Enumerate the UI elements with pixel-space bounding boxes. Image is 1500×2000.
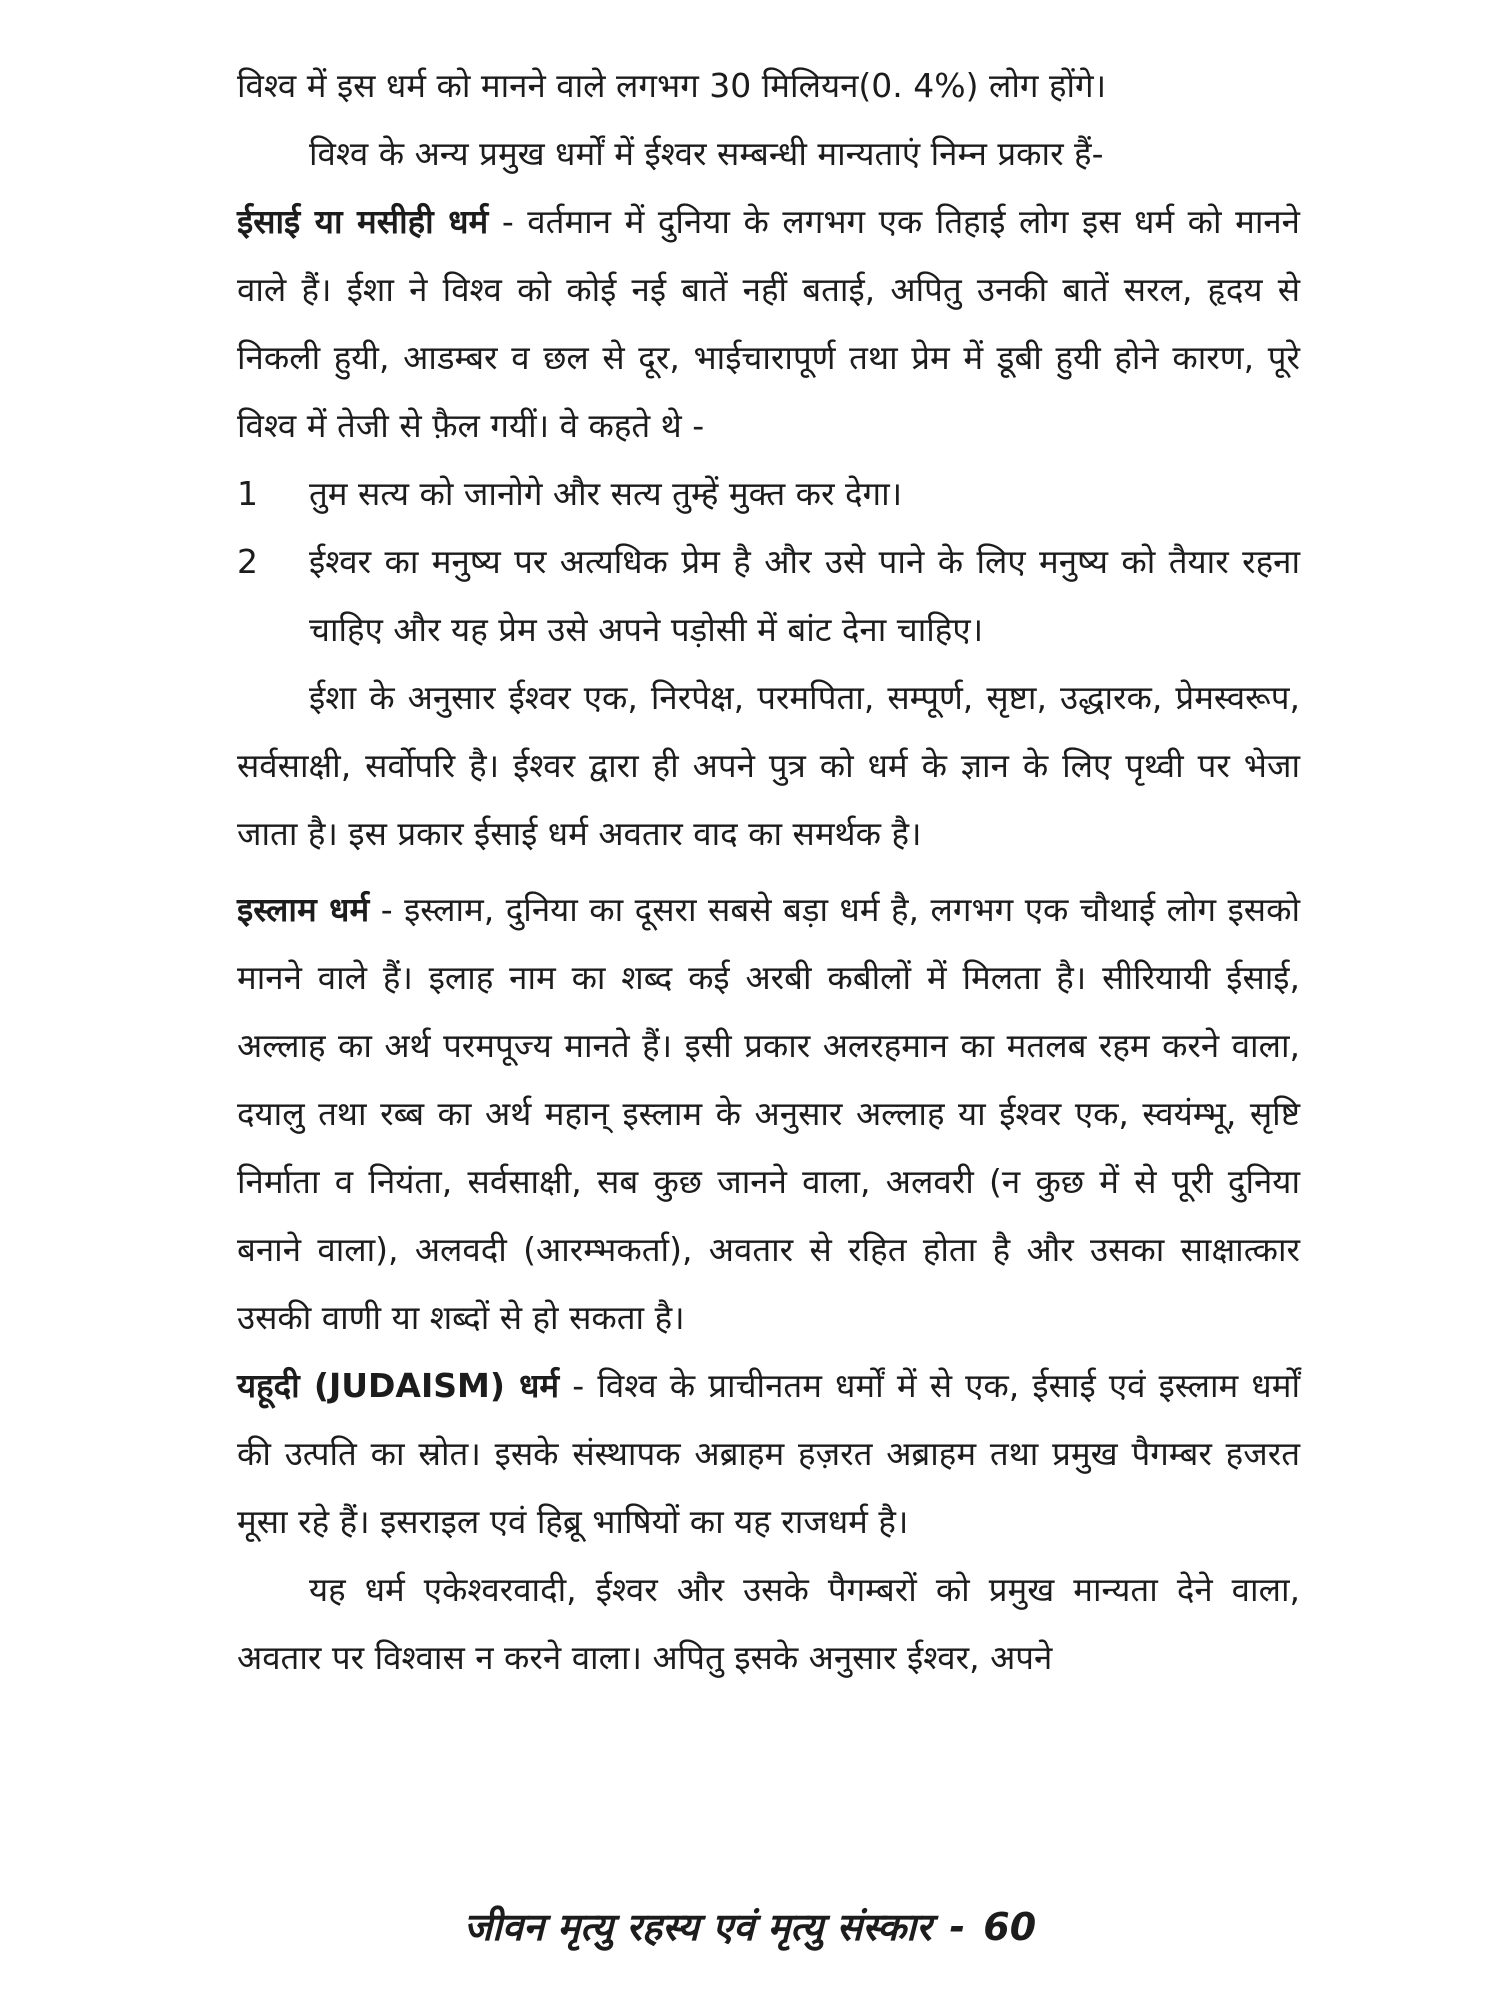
list-item-number: 2 — [237, 542, 258, 581]
paragraph-other-religions: विश्व के अन्य प्रमुख धर्मों में ईश्वर सम्बन्धी मान्यताएं निम्न प्रकार हैं- — [309, 134, 1104, 173]
heading-christianity: ईसाई या मसीही धर्म — [237, 202, 489, 241]
page-number: 60 — [983, 1905, 1037, 1949]
footer-separator: - — [949, 1905, 966, 1949]
list-item — [237, 528, 1300, 664]
list-item-number: 1 — [237, 474, 258, 513]
page-footer — [0, 1900, 1500, 1952]
list-item — [237, 460, 1300, 528]
book-title: जीवन मृत्यु रहस्य एवं मृत्यु संस्कार — [463, 1905, 932, 1949]
page-body — [237, 52, 1300, 1692]
heading-judaism: यहूदी (JUDAISM) धर्म — [237, 1366, 560, 1405]
judaism-body: - विश्व के प्राचीनतम धर्मों में से एक, ईसाई एवं इस्लाम धर्मों की उत्पति का स्रोत। इसके संस्थापक अब्राहम हज़रत अब्राहम तथा प्रमुख पैगम्बर हजरत मूसा रहे हैं। इसराइल एवं हिब्रू भाषियों का यह राजधर्म है। — [237, 1366, 1300, 1541]
paragraph-judaism-beliefs: यह धर्म एकेश्वरवादी, ईश्वर और उसके पैगम्बरों को प्रमुख मान्यता देने वाला, अवतार पर विश्वास न करने वाला। अपितु इसके अनुसार ईश्वर, अपने — [237, 1570, 1300, 1677]
christianity-body: - वर्तमान में दुनिया के लगभग एक तिहाई लोग इस धर्म को मानने वाले हैं। ईशा ने विश्व को कोई नई बातें नहीं बताई, अपितु उनकी बातें सरल, हृदय से निकली हुयी, आडम्बर व छल से दूर, भाईचारापूर्ण तथा प्रेम में डूबी हुयी होने कारण, पूरे विश्व में तेजी से फ़ैल गयीं। वे कहते थे - — [237, 202, 1300, 445]
section-judaism — [237, 1352, 1300, 1556]
section-islam — [237, 876, 1300, 1352]
heading-islam: इस्लाम धर्म — [237, 890, 370, 929]
list-item-text: तुम सत्य को जानोगे और सत्य तुम्हें मुक्त कर देगा। — [309, 474, 903, 513]
paragraph-intro: विश्व में इस धर्म को मानने वाले लगभग 30 मिलियन(0. 4%) लोग होंगे। — [237, 66, 1107, 105]
paragraph-isha: ईशा के अनुसार ईश्वर एक, निरपेक्ष, परमपिता, सम्पूर्ण, सृष्टा, उद्धारक, प्रेमस्वरूप, सर्वसाक्षी, सर्वोपरि है। ईश्वर द्वारा ही अपने पुत्र को धर्म के ज्ञान के लिए पृथ्वी पर भेजा जाता है। इस प्रकार ईसाई धर्म अवतार वाद का समर्थक है। — [237, 678, 1300, 853]
list-item-text: ईश्वर का मनुष्य पर अत्यधिक प्रेम है और उसे पाने के लिए मनुष्य को तैयार रहना चाहिए और यह प्रेम उसे अपने पड़ोसी में बांट देना चाहिए। — [309, 542, 1300, 649]
islam-body: - इस्लाम, दुनिया का दूसरा सबसे बड़ा धर्म है, लगभग एक चौथाई लोग इसको मानने वाले हैं। इलाह नाम का शब्द कई अरबी कबीलों में मिलता है। सीरियायी ईसाई, अल्लाह का अर्थ परमपूज्य मानते हैं। इसी प्रकार अलरहमान का मतलब रहम करने वाला, दयालु तथा रब्ब का अर्थ महान् इस्लाम के अनुसार अल्लाह या ईश्वर एक, स्वयंम्भू, सृष्टि निर्माता व नियंता, सर्वसाक्षी, सब कुछ जानने वाला, अलवरी (न कुछ में से पूरी दुनिया बनाने वाला), अलवदी (आरम्भकर्ता), अवतार से रहित होता है और उसका साक्षात्कार उसकी वाणी या शब्दों से हो सकता है। — [237, 890, 1300, 1337]
section-christianity — [237, 188, 1300, 460]
